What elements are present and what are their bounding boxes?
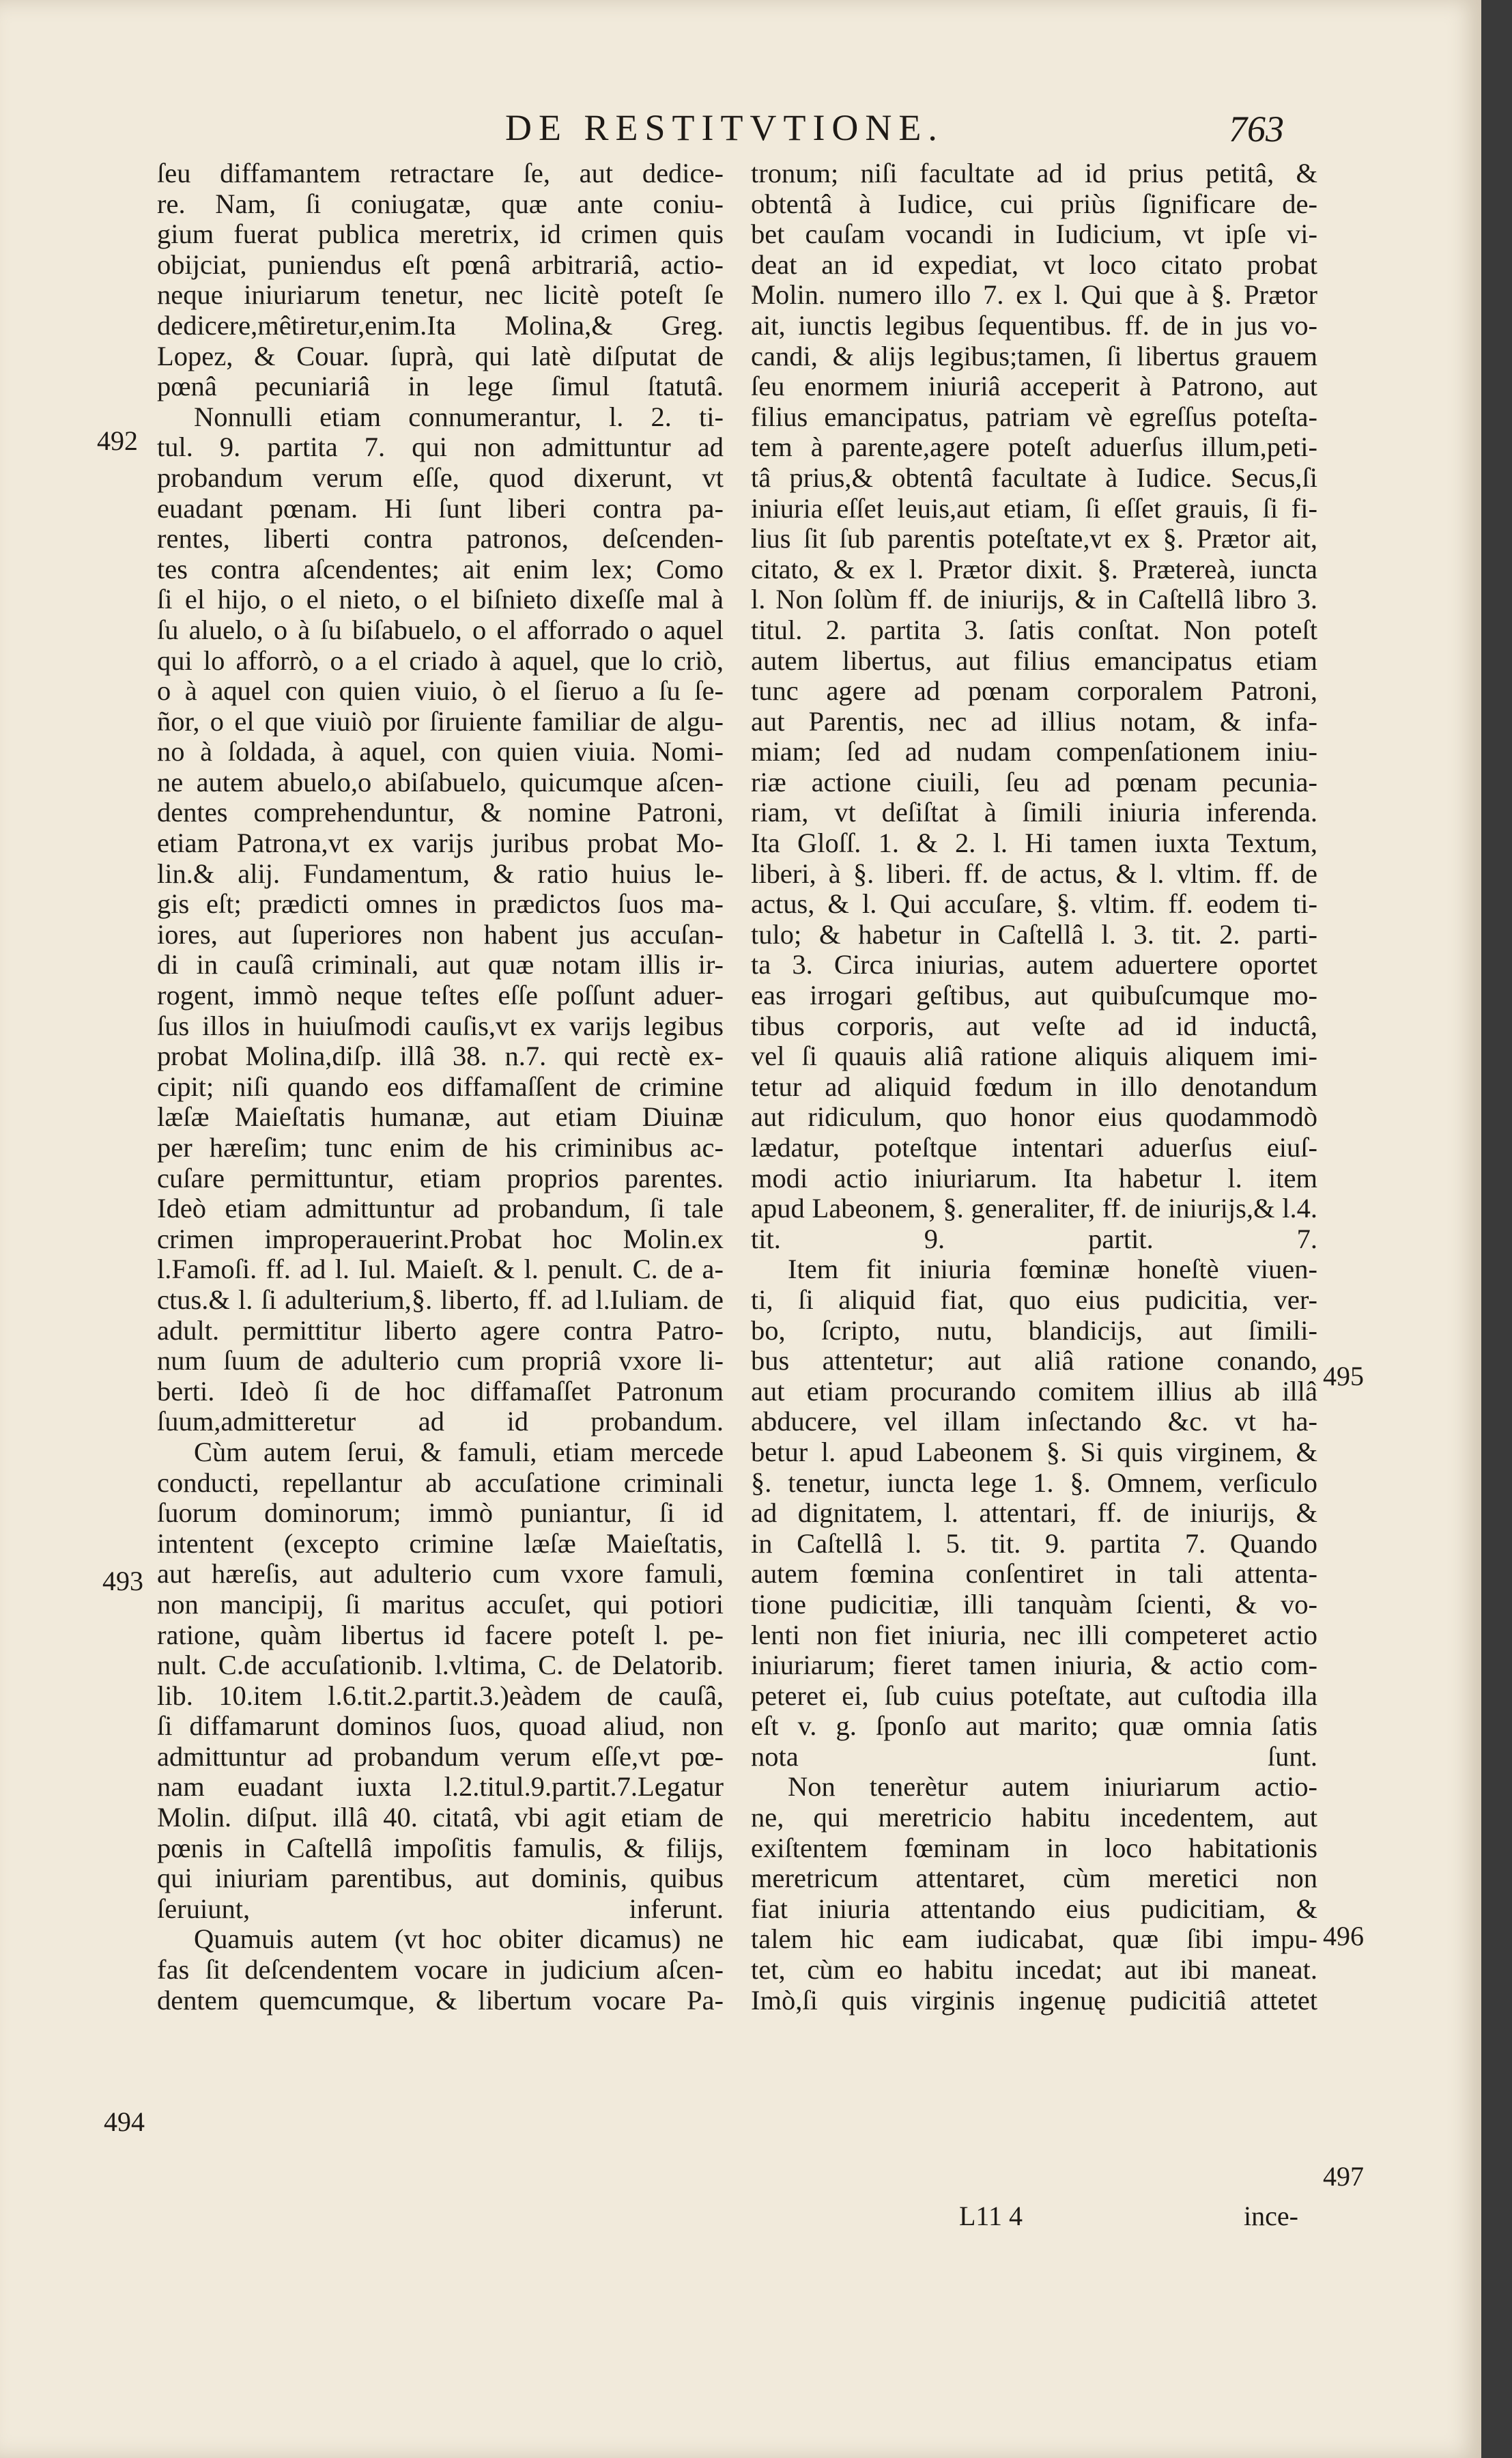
text-line: ſeu diffamantem retractare ſe, aut dedice- xyxy=(157,158,724,188)
left-column xyxy=(157,158,724,2016)
text-line: crimen improperauerint.Probat hoc Molin.ex xyxy=(157,1223,724,1254)
text-line: lius ſit ſub parentis poteſtate,vt ex §. Prætor ait, xyxy=(751,523,1317,554)
text-line: aut Parentis, nec ad illius notam, & infa- xyxy=(751,705,1317,737)
right-column xyxy=(751,158,1317,2016)
text-line: re. Nam, ſi coniugatæ, quæ ante coniu- xyxy=(157,188,724,219)
text-line: ait, iunctis legibus ſequentibus. ff. de in jus vo- xyxy=(751,309,1317,341)
text-line: aut etiam procurando comitem illius ab illâ xyxy=(751,1375,1317,1407)
scan-background-edge xyxy=(1481,0,1512,2458)
running-title: DE RESTITVTIONE. xyxy=(505,107,944,148)
text-line: Non tenerètur autem iniuriarum actio- xyxy=(788,1771,1317,1803)
text-line: autem fœmina conſentiret in tali attenta- xyxy=(751,1558,1317,1590)
running-header xyxy=(0,81,1481,156)
text-line: iniuriarum; fieret tamen iniuria, & actio com- xyxy=(751,1650,1317,1681)
text-line: tes contra aſcendentes; ait enim lex; Como xyxy=(157,553,724,584)
text-line: betur l. apud Labeonem §. Si quis virginem, & xyxy=(751,1436,1317,1467)
text-line: aut ridiculum, quo honor eius quodammodò xyxy=(751,1101,1317,1133)
text-line: Ideò etiam admittuntur ad probandum, ſi tale xyxy=(157,1193,724,1224)
text-line: Quamuis autem (vt hoc obiter dicamus) ne xyxy=(194,1923,724,1955)
margin-number-493: 493 xyxy=(102,1566,143,1596)
text-line: ſu aluelo, o à ſu biſabuelo, o el afforrado o aquel xyxy=(157,614,724,645)
text-line: probandum verum eſſe, quod dixerunt, vt xyxy=(157,462,724,493)
text-line: Imò,ſi quis virginis ingenuę pudicitiâ attetet xyxy=(751,1984,1317,2016)
text-line: apud Labeonem, §. generaliter, ff. de iniurijs,& l.4. xyxy=(751,1193,1317,1224)
text-line: §. tenetur, iuncta lege 1. §. Omnem, verſiculo xyxy=(751,1467,1317,1498)
text-line: deat an id expediat, vt loco citato probat xyxy=(751,249,1317,280)
text-line: fas ſit deſcendentem vocare in judicium aſcen- xyxy=(157,1954,724,1986)
text-line: ad dignitatem, l. attentari, ff. de iniurijs, & xyxy=(751,1497,1317,1529)
text-line: eas irrogari geſtibus, aut quibuſcumque mo- xyxy=(751,980,1317,1011)
text-line: bet cauſam vocandi in Iudicium, vt ipſe vi- xyxy=(751,218,1317,250)
text-line: tul. 9. partita 7. qui non admittuntur ad xyxy=(157,432,724,463)
text-line: obtentâ à Iudice, cui priùs ſignificare de- xyxy=(751,188,1317,219)
text-line: filius emancipatus, patriam vè egreſſus poteſta- xyxy=(751,401,1317,432)
text-line: lin.& alij. Fundamentum, & ratio huius le- xyxy=(157,858,724,889)
text-line: tâ prius,& obtentâ facultate à Iudice. Secus,ſi xyxy=(751,462,1317,493)
text-line: in Caſtellâ l. 5. tit. 9. partita 7. Quando xyxy=(751,1527,1317,1559)
text-line: tione pudicitiæ, illi tanquàm ſcienti, & vo- xyxy=(751,1588,1317,1620)
text-line: ſus illos in huiuſmodi cauſis,vt ex varijs legibus xyxy=(157,1010,724,1041)
signature-mark: L11 4 xyxy=(959,2201,1023,2231)
text-line: probat Molina,diſp. illâ 38. n.7. qui rectè ex- xyxy=(157,1041,724,1072)
text-line: ſi diffamarunt dominos ſuos, quoad aliud, non xyxy=(157,1710,724,1742)
text-line: Nonnulli etiam connumerantur, l. 2. ti- xyxy=(194,401,724,432)
text-line: l. Non ſolùm ff. de iniurijs, & in Caſtellâ libro 3. xyxy=(751,584,1317,615)
text-line: rentes, liberti contra patronos, deſcenden- xyxy=(157,523,724,554)
text-line: Item fit iniuria fœminæ honeſtè viuen- xyxy=(788,1254,1317,1285)
text-line: tulo; & habetur in Caſtellâ l. 3. tit. 2. parti- xyxy=(751,918,1317,950)
margin-number-495: 495 xyxy=(1323,1361,1364,1392)
text-line: per hæreſim; tunc enim de his criminibus ac- xyxy=(157,1132,724,1163)
text-line: l.Famoſi. ff. ad l. Iul. Maieſt. & l. penult. C. de a- xyxy=(157,1254,724,1285)
margin-number-497: 497 xyxy=(1323,2161,1364,2192)
page-number: 763 xyxy=(1229,109,1284,150)
text-line: miam; ſed ad nudam compenſationem iniu- xyxy=(751,736,1317,767)
text-line: intentent (excepto crimine læſæ Maieſtatis, xyxy=(157,1527,724,1559)
text-line: autem libertus, aut filius emancipatus etiam xyxy=(751,645,1317,676)
text-line: bo, ſcripto, nutu, blandicijs, aut ſimili- xyxy=(751,1314,1317,1346)
text-line: vel ſi quauis aliâ ratione aliquis aliquem imi- xyxy=(751,1041,1317,1072)
text-line: adult. permittitur liberto agere contra Patro- xyxy=(157,1314,724,1346)
text-line: actus, & l. Qui accuſare, §. vltim. ff. eodem ti- xyxy=(751,888,1317,920)
text-line: iniuria eſſet leuis,aut etiam, ſi eſſet grauis, ſi fi- xyxy=(751,492,1317,524)
text-line: pœnis in Caſtellâ impoſitis famulis, & filijs, xyxy=(157,1832,724,1863)
text-line: nota ſunt. xyxy=(751,1740,1317,1772)
text-line: exiſtentem fœminam in loco habitationis xyxy=(751,1832,1317,1863)
text-line: gium fuerat publica meretrix, id crimen quis xyxy=(157,218,724,250)
text-line: modi actio iniuriarum. Ita habetur l. item xyxy=(751,1162,1317,1193)
text-line: ta 3. Circa iniurias, autem aduertere oportet xyxy=(751,949,1317,980)
text-line: candi, & alijs legibus;tamen, ſi libertus grauem xyxy=(751,340,1317,371)
text-line: ſuum,admitteretur ad id probandum. xyxy=(157,1406,724,1437)
text-line: riæ actione ciuili, ſeu ad pœnam pecunia- xyxy=(751,766,1317,797)
text-line: non mancipij, ſi maritus accuſet, qui potiori xyxy=(157,1588,724,1620)
text-line: nam euadant iuxta l.2.titul.9.partit.7.Legatur xyxy=(157,1771,724,1803)
text-line: num ſuum de adulterio cum propriâ vxore li- xyxy=(157,1345,724,1376)
margin-number-492: 492 xyxy=(97,425,138,456)
text-line: obijciat, puniendus eſt pœnâ arbitrariâ, actio- xyxy=(157,249,724,280)
text-line: ſeu enormem iniuriâ acceperit à Patrono, aut xyxy=(751,371,1317,402)
margin-number-494: 494 xyxy=(104,2106,145,2137)
text-line: Lopez, & Couar. ſuprà, qui latè diſputat de xyxy=(157,340,724,371)
text-line: ſi el hijo, o el nieto, o el biſnieto dixeſſe mal à xyxy=(157,584,724,615)
margin-number-496: 496 xyxy=(1323,1921,1364,1951)
text-line: neque iniuriarum tenetur, nec licitè poteſt ſe xyxy=(157,279,724,311)
text-line: tit. 9. partit. 7. xyxy=(751,1223,1317,1254)
text-line: tet, cùm eo habitu incedat; aut ibi maneat. xyxy=(751,1954,1317,1986)
text-line: no à ſoldada, à aquel, con quien viuia. Nomi- xyxy=(157,736,724,767)
text-line: conducti, repellantur ab accuſatione criminali xyxy=(157,1467,724,1498)
text-line: pœnâ pecuniariâ in lege ſimul ſtatutâ. xyxy=(157,371,724,402)
text-line: eſt v. g. ſponſo aut marito; quæ omnia ſatis xyxy=(751,1710,1317,1742)
text-line: fiat iniuria attentando eius pudicitiam, & xyxy=(751,1893,1317,1924)
catchword: ince- xyxy=(1244,2201,1298,2231)
text-line: Molin. numero illo 7. ex l. Qui que à §. Prætor xyxy=(751,279,1317,311)
text-line: tunc agere ad pœnam corporalem Patroni, xyxy=(751,675,1317,707)
text-line: læſæ Maieſtatis humanæ, aut etiam Diuinæ xyxy=(157,1101,724,1133)
text-line: ne, qui meretricio habitu incedentem, aut xyxy=(751,1802,1317,1833)
text-line: cuſare permittuntur, etiam proprios parentes. xyxy=(157,1162,724,1193)
text-line: admittuntur ad probandum verum eſſe,vt pœ- xyxy=(157,1740,724,1772)
text-line: titul. 2. partita 3. ſatis conſtat. Non poteſt xyxy=(751,614,1317,645)
text-line: citato, & ex l. Prætor dixit. §. Prætereà, iuncta xyxy=(751,553,1317,584)
text-line: cipit; niſi quando eos diffamaſſent de crimine xyxy=(157,1071,724,1102)
text-line: meretricum attentaret, cùm meretici non xyxy=(751,1863,1317,1894)
text-line: euadant pœnam. Hi ſunt liberi contra pa- xyxy=(157,492,724,524)
text-line: riam, vt deſiſtat à ſimili iniuria inferenda. xyxy=(751,797,1317,828)
text-line: tronum; niſi facultate ad id prius petitâ, & xyxy=(751,158,1317,188)
text-line: lib. 10.item l.6.tit.2.partit.3.)eàdem de cauſâ, xyxy=(157,1680,724,1711)
text-line: tetur ad aliquid fœdum in illo denotandum xyxy=(751,1071,1317,1102)
text-line: lædatur, poteſtque intentari aduerſus eiuſ- xyxy=(751,1132,1317,1163)
text-line: dedicere,mêtiretur,enim.Ita Molina,& Greg. xyxy=(157,309,724,341)
text-line: dentem quemcumque, & libertum vocare Pa- xyxy=(157,1984,724,2016)
text-line: qui iniuriam parentibus, aut dominis, quibus xyxy=(157,1863,724,1894)
text-line: ñor, o el que viuiò por ſiruiente familiar de algu- xyxy=(157,705,724,737)
text-line: rogent, immò neque teſtes eſſe poſſunt aduer- xyxy=(157,980,724,1011)
text-line: berti. Ideò ſi de hoc diffamaſſet Patronum xyxy=(157,1375,724,1407)
text-line: bus attentetur; aut aliâ ratione conando, xyxy=(751,1345,1317,1376)
text-line: lenti non fiet iniuria, nec illi competeret actio xyxy=(751,1619,1317,1650)
text-line: Ita Gloſſ. 1. & 2. l. Hi tamen iuxta Textum, xyxy=(751,828,1317,859)
text-line: ti, ſi aliquid fiat, quo eius pudicitia, ver- xyxy=(751,1284,1317,1315)
text-line: iores, aut ſuperiores non habent jus accuſan- xyxy=(157,918,724,950)
text-line: ſeruiunt, inferunt. xyxy=(157,1893,724,1924)
text-line: Cùm autem ſerui, & famuli, etiam mercede xyxy=(194,1436,724,1467)
text-line: etiam Patrona,vt ex varijs juribus probat Mo- xyxy=(157,828,724,859)
text-line: gis eſt; prædicti omnes in prædictos ſuos ma- xyxy=(157,888,724,920)
text-line: ratione, quàm libertus id facere poteſt l. pe- xyxy=(157,1619,724,1650)
text-line: tem à parente,agere poteſt aduerſus illum,peti- xyxy=(751,432,1317,463)
text-line: talem hic eam iudicabat, quæ ſibi impu- xyxy=(751,1923,1317,1955)
text-line: peteret ei, ſub cuius poteſtate, aut cuſtodia illa xyxy=(751,1680,1317,1711)
text-line: abducere, vel illam inſectando &c. vt ha- xyxy=(751,1406,1317,1437)
text-line: Molin. diſput. illâ 40. citatâ, vbi agit etiam de xyxy=(157,1802,724,1833)
text-line: liberi, à §. liberi. ff. de actus, & l. vltim. ff. de xyxy=(751,858,1317,889)
text-line: qui lo afforrò, o a el criado à aquel, que lo criò, xyxy=(157,645,724,676)
text-line: dentes comprehenduntur, & nomine Patroni, xyxy=(157,797,724,828)
text-line: ne autem abuelo,o abiſabuelo, quicumque aſcen- xyxy=(157,766,724,797)
text-line: tibus corporis, aut veſte ad id inductâ, xyxy=(751,1010,1317,1041)
text-line: aut hæreſis, aut adulterio cum vxore famuli, xyxy=(157,1558,724,1590)
text-line: ctus.& l. ſi adulterium,§. liberto, ff. ad l.Iuliam. de xyxy=(157,1284,724,1315)
text-line: o à aquel con quien viuio, ò el ſieruo a ſu ſe- xyxy=(157,675,724,707)
text-line: nult. C.de accuſationib. l.vltima, C. de Delatorib. xyxy=(157,1650,724,1681)
text-line: ſuorum dominorum; immò puniantur, ſi id xyxy=(157,1497,724,1529)
text-line: di in cauſâ criminali, aut quæ notam illis ir- xyxy=(157,949,724,980)
